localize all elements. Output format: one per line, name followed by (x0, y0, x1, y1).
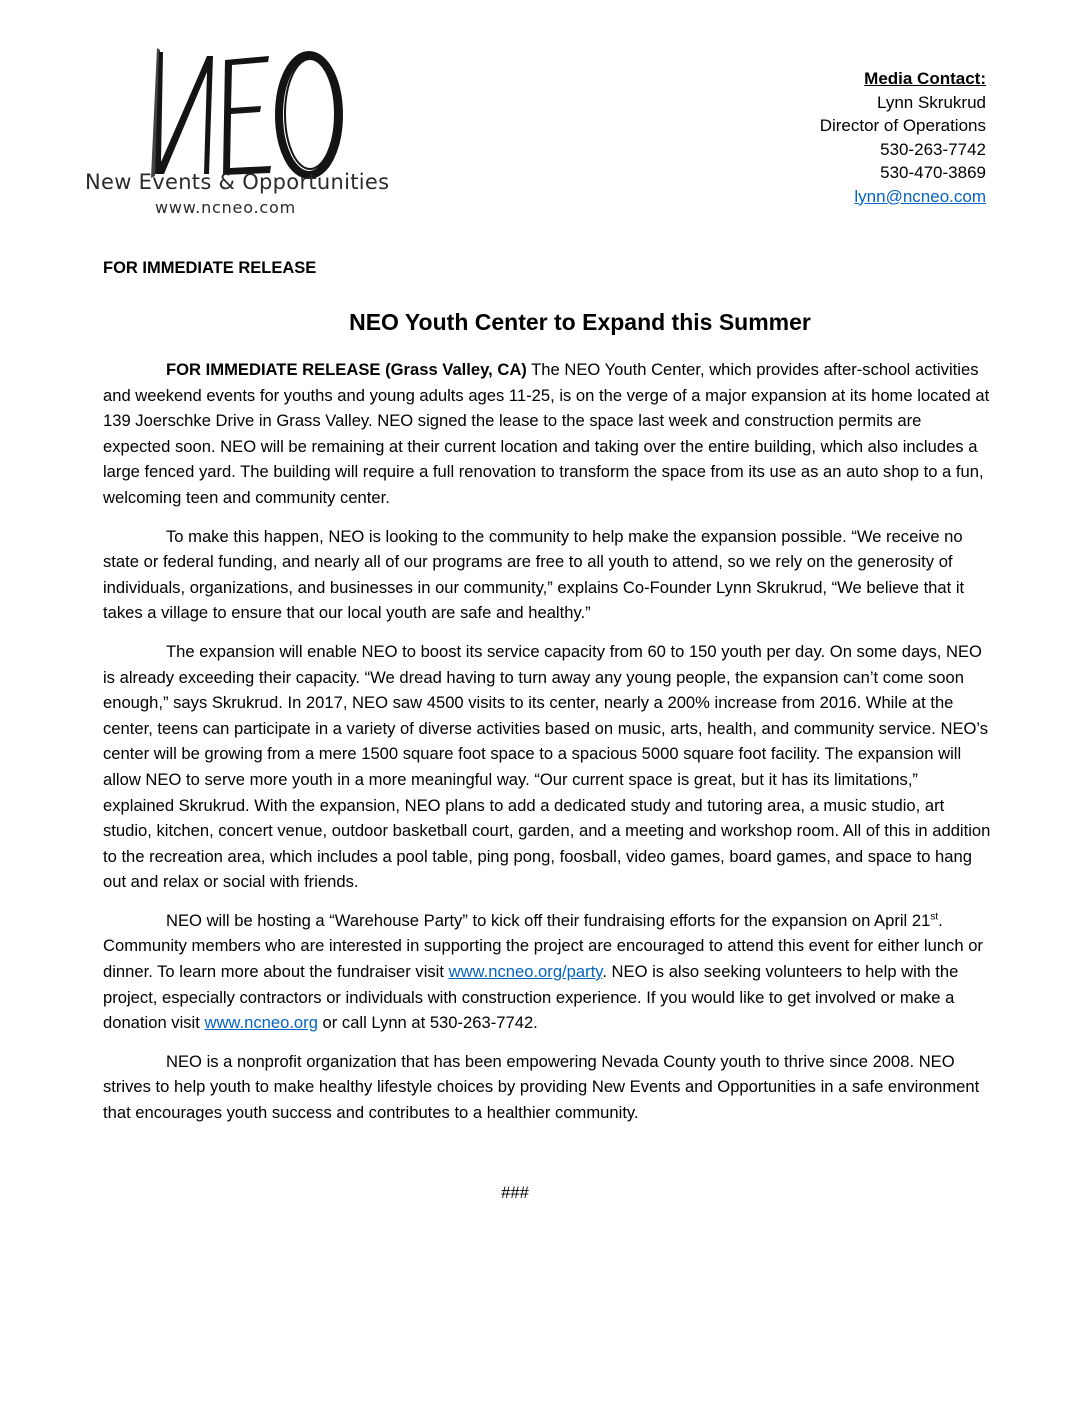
release-label: FOR IMMEDIATE RELEASE (103, 259, 317, 277)
headline: NEO Youth Center to Expand this Summer (349, 309, 811, 335)
website-link[interactable]: www.ncneo.org (204, 1013, 318, 1033)
logo-tagline: New Events & Opportunities (85, 170, 390, 194)
logo-url: www.ncneo.com (155, 198, 296, 217)
paragraph-3: The expansion will enable NEO to boost its service capacity from 60 to 150 youth per day. On some days, NEO is already exceeding their capacity. “We dread having to turn away any young people, the expansion can’t come soon enough,” says Skrukrud. In 2017, NEO saw 4500 visits to its center, nearly a 200% increase from 2016. While at the center, teens can participate in a variety of diverse activities based on music, arts, health, and community service. NEO’s center will be growing from a mere 1500 square foot space to a spacious 5000 square foot facility. The expansion will allow NEO to serve more youth in a more meaningful way. “Our current space is great, but it has its limitations,” explained Skrukrud. With the expansion, NEO plans to add a dedicated study and tutoring area, a music studio, art studio, kitchen, concert venue, outdoor basketball court, garden, and a meeting and workshop room. All of this in addition to the recreation area, which includes a pool table, ping pong, foosball, video games, board games, and space to hang out and relax or social with friends. (103, 641, 991, 892)
paragraph-4-text-a: NEO will be hosting a “Warehouse Party” to kick off their fundraising efforts for the expansion on April 21 (166, 910, 931, 930)
media-contact-heading: Media Contact: (864, 69, 986, 88)
paragraph-5: NEO is a nonprofit organization that has been empowering Nevada County youth to thrive since 2008. NEO strives to help youth to make healthy lifestyle choices by providing New Events and Opportunities in a safe environment that encourages youth success and contributes to a healthier community. (103, 1051, 980, 1123)
paragraph-1 (103, 357, 993, 511)
neo-logo-wordmark (147, 42, 347, 182)
party-link[interactable]: www.ncneo.org/party (448, 962, 603, 982)
paragraph-1-text: The NEO Youth Center, which provides after-school activities and weekend events for youths and young adults ages 11-25, is on the verge of a major expansion at its home located at 139 Joerschke Drive in Grass Valley. NEO signed the lease to the space last week and construction permits are expected soon. NEO will be remaining at their current location and taking over the entire building, which also includes a large fenced yard. The building will require a full renovation to transform the space from its use as an auto shop to a fun, welcoming teen and community center. (103, 360, 990, 507)
contact-name: Lynn Skrukrud (877, 92, 986, 112)
paragraph-4 (103, 908, 993, 1036)
paragraph-4-text-c: . NEO is also seeking volunteers to help with the project, especially contractors or individuals with construction experience. If you would like to get involved or make a donation visit (103, 962, 959, 1033)
paragraph-2: To make this happen, NEO is looking to the community to help make the expansion possible. “We receive no state or federal funding, and nearly all of our programs are free to all youth to attend, so we rely on the generosity of individuals, organizations, and businesses in our community,” explains Co-Founder Lynn Skrukrud, “We believe that it takes a village to ensure that our local youth are safe and healthy.” (103, 526, 965, 623)
dateline: FOR IMMEDIATE RELEASE (Grass Valley, CA) (166, 360, 527, 379)
article-body (103, 357, 993, 1139)
neo-logo (85, 42, 405, 222)
end-mark: ### (501, 1183, 529, 1202)
contact-phone-2: 530-470-3869 (880, 163, 986, 182)
media-contact (820, 67, 986, 208)
ordinal-suffix: st (930, 911, 939, 923)
paragraph-4-text-b: . Community members who are interested in supporting the project are encouraged to attend this event for either lunch or dinner. To learn more about the fundraiser visit (103, 910, 983, 982)
contact-title: Director of Operations (819, 116, 986, 135)
paragraph-4-text-d: or call Lynn at 530-263-7742. (317, 1013, 538, 1033)
contact-phone-1: 530-263-7742 (880, 139, 986, 159)
contact-email-link[interactable]: lynn@ncneo.com (854, 186, 986, 206)
